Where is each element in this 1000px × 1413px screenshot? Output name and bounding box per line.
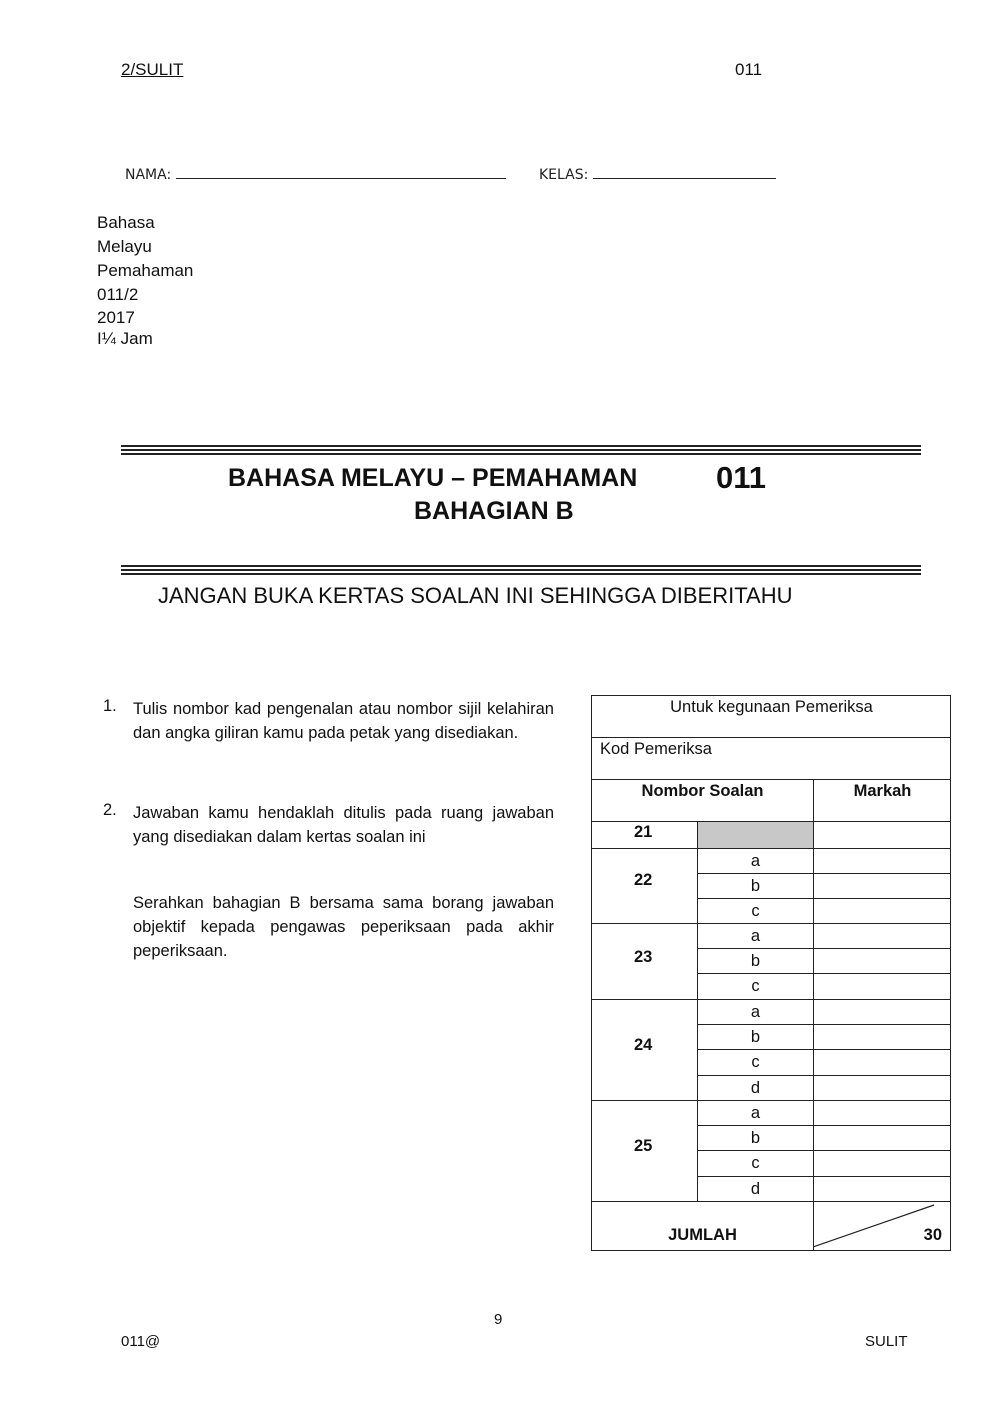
markah-cell[interactable]: [814, 899, 951, 924]
subject-line: I¼ Jam: [97, 329, 153, 348]
markah-cell[interactable]: [814, 1050, 951, 1076]
question-number: 22: [592, 849, 698, 924]
examiner-table: [591, 695, 951, 1251]
markah-cell[interactable]: [814, 822, 951, 849]
header-left: 2/SULIT: [121, 60, 184, 79]
part-label: c: [698, 899, 814, 924]
kelas-field[interactable]: [539, 165, 776, 183]
question-number: 21: [592, 822, 698, 849]
footer-right: SULIT: [865, 1333, 908, 1350]
shaded-cell: [698, 822, 814, 849]
part-label: a: [698, 1101, 814, 1126]
subject-line: Melayu: [97, 237, 152, 256]
nama-field[interactable]: [125, 165, 506, 183]
part-label: b: [698, 1126, 814, 1151]
part-label: a: [698, 1000, 814, 1025]
markah-cell[interactable]: [814, 1101, 951, 1126]
question-number: 24: [592, 1000, 698, 1101]
part-label: b: [698, 874, 814, 899]
part-label: a: [698, 849, 814, 874]
markah-cell[interactable]: [814, 974, 951, 1000]
rule-bottom: [121, 565, 921, 575]
total-label: JUMLAH: [592, 1202, 814, 1250]
markah-cell[interactable]: [814, 1126, 951, 1151]
instruction-number: 2.: [103, 801, 117, 819]
question-number: 23: [592, 924, 698, 1000]
total-cell: [814, 1202, 951, 1250]
footer-left: 011@: [121, 1333, 161, 1350]
part-label: c: [698, 1050, 814, 1076]
kod-pemeriksa-label: Kod Pemeriksa: [600, 740, 712, 758]
part-label: b: [698, 1025, 814, 1050]
kelas-blank[interactable]: [593, 165, 776, 179]
markah-cell[interactable]: [814, 1151, 951, 1177]
part-label: c: [698, 1151, 814, 1177]
subject-line: Bahasa: [97, 213, 155, 232]
col-header-soalan: Nombor Soalan: [592, 780, 814, 822]
subject-block: [97, 211, 193, 349]
markah-cell[interactable]: [814, 874, 951, 899]
markah-cell[interactable]: [814, 1025, 951, 1050]
part-label: d: [698, 1177, 814, 1202]
part-label: a: [698, 924, 814, 949]
col-header-markah: Markah: [814, 780, 951, 822]
markah-cell[interactable]: [814, 1000, 951, 1025]
table-title: Untuk kegunaan Pemeriksa: [592, 696, 951, 738]
markah-cell[interactable]: [814, 849, 951, 874]
title-line2: BAHAGIAN B: [414, 497, 574, 525]
title-code: 011: [716, 460, 767, 495]
kod-pemeriksa[interactable]: [592, 738, 951, 780]
header-right: 011: [735, 60, 763, 79]
markah-cell[interactable]: [814, 924, 951, 949]
instruction-text: Tulis nombor kad pengenalan atau nombor sijil kelahiran dan angka giliran kamu pada petak yang disediakan.: [133, 700, 554, 742]
question-number: 25: [592, 1101, 698, 1202]
nama-blank[interactable]: [176, 165, 506, 179]
warning-text: JANGAN BUKA KERTAS SOALAN INI SEHINGGA DIBERITAHU: [158, 583, 793, 608]
part-label: b: [698, 949, 814, 974]
part-label: d: [698, 1076, 814, 1101]
subject-line: Pemahaman: [97, 261, 194, 280]
total-value: 30: [923, 1226, 942, 1244]
page-number: 9: [494, 1311, 503, 1328]
instruction-text: Jawaban kamu hendaklah ditulis pada ruang jawaban yang disediakan dalam kertas soalan ini: [133, 804, 554, 846]
instruction-text: Serahkan bahagian B bersama sama borang jawaban objektif kepada pengawas peperiksaan pada akhir peperiksaan.: [133, 894, 554, 960]
kelas-label: KELAS:: [539, 167, 589, 183]
markah-cell[interactable]: [814, 949, 951, 974]
nama-label: NAMA:: [125, 167, 172, 183]
title-line1: BAHASA MELAYU – PEMAHAMAN: [228, 464, 638, 492]
part-label: c: [698, 974, 814, 1000]
markah-cell[interactable]: [814, 1076, 951, 1101]
instruction-number: 1.: [103, 697, 117, 715]
subject-line: 011/2: [97, 285, 139, 304]
rule-top: [121, 445, 921, 455]
subject-line: 2017: [97, 308, 135, 327]
markah-cell[interactable]: [814, 1177, 951, 1202]
